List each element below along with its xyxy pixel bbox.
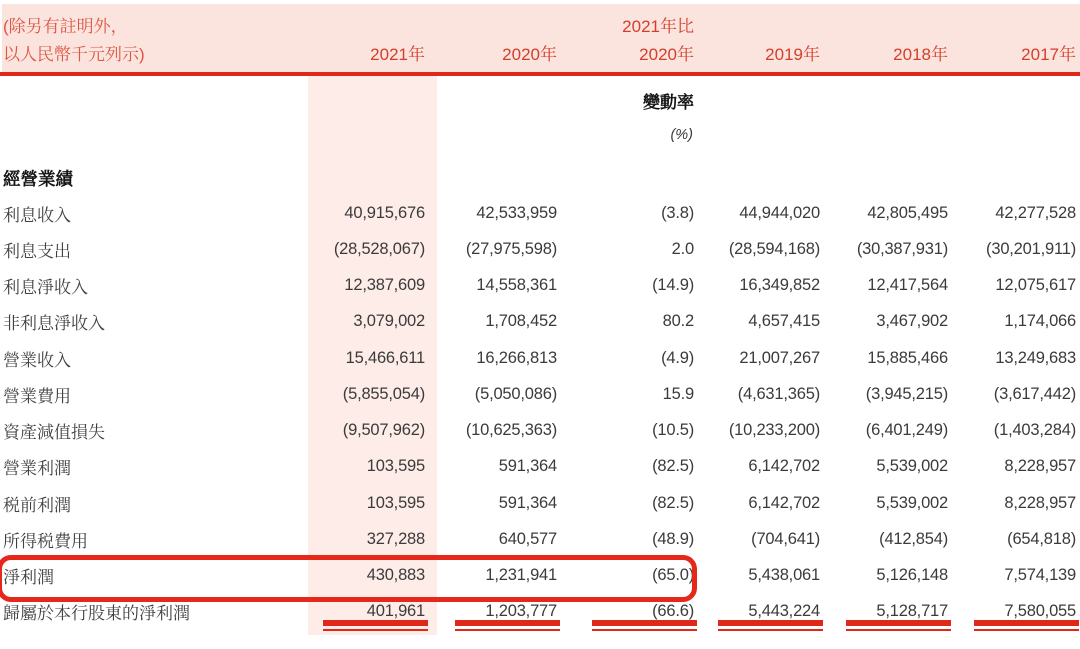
cell-2019: 4,657,415 bbox=[748, 312, 820, 331]
cell-2019: 16,349,852 bbox=[739, 276, 820, 295]
double-underline bbox=[592, 620, 697, 631]
header-line-1 bbox=[0, 12, 1076, 37]
cell-2017: (3,617,442) bbox=[993, 384, 1076, 403]
cell-2021: (28,528,067) bbox=[333, 239, 425, 258]
cell-2020: 640,577 bbox=[498, 529, 557, 548]
cell-2018: 5,539,002 bbox=[876, 457, 948, 476]
section-title-operating-results: 經營業績 bbox=[3, 169, 73, 189]
cell-2019: 5,438,061 bbox=[748, 566, 820, 585]
table-row bbox=[0, 340, 1076, 376]
cell-2018: 15,885,466 bbox=[867, 348, 948, 367]
cell-2017: 8,228,957 bbox=[1004, 493, 1076, 512]
cell-2020: 42,533,959 bbox=[476, 203, 557, 222]
row-label: 利息收入 bbox=[3, 205, 71, 225]
cell-2021: 327,288 bbox=[366, 529, 425, 548]
row-label: 資產減值損失 bbox=[3, 423, 105, 443]
row-label: 利息支出 bbox=[3, 241, 71, 261]
row-label: 歸屬於本行股東的淨利潤 bbox=[3, 604, 190, 624]
cell-change: (82.5) bbox=[652, 493, 694, 512]
cell-2017: (654,818) bbox=[1007, 529, 1076, 548]
table-row bbox=[0, 231, 1076, 267]
cell-2019: (10,233,200) bbox=[728, 421, 820, 440]
table-row bbox=[0, 521, 1076, 557]
unit-note-line2: 以人民幣千元列示) bbox=[3, 45, 145, 64]
cell-2018: 5,539,002 bbox=[876, 493, 948, 512]
cell-2020: (10,625,363) bbox=[465, 421, 557, 440]
table-row bbox=[0, 413, 1076, 449]
cell-change: (10.5) bbox=[652, 421, 694, 440]
cell-change: (48.9) bbox=[652, 529, 694, 548]
unit-note-line1: (除另有註明外， bbox=[3, 17, 128, 36]
cell-2019: (28,594,168) bbox=[728, 239, 820, 258]
change-rate-label: 變動率 bbox=[643, 93, 694, 112]
table-row bbox=[0, 376, 1076, 412]
cell-2019: 5,443,224 bbox=[748, 602, 820, 621]
cell-2019: (704,641) bbox=[751, 529, 820, 548]
cell-2020: 591,364 bbox=[498, 457, 557, 476]
cell-2021: (9,507,962) bbox=[342, 421, 425, 440]
cell-2017: 7,580,055 bbox=[1004, 602, 1076, 621]
row-label: 所得税費用 bbox=[3, 531, 88, 551]
cell-2019: 6,142,702 bbox=[748, 457, 820, 476]
cell-2017: (30,201,911) bbox=[986, 239, 1076, 258]
row-label: 營業費用 bbox=[3, 386, 71, 406]
cell-2017: 42,277,528 bbox=[995, 203, 1076, 222]
cell-change: (3.8) bbox=[661, 203, 694, 222]
table-row bbox=[0, 449, 1076, 485]
header-line-2 bbox=[0, 40, 1076, 65]
cell-change: 2.0 bbox=[671, 239, 694, 258]
cell-2018: 5,128,717 bbox=[876, 602, 948, 621]
table-row bbox=[0, 304, 1076, 340]
cell-2018: (3,945,215) bbox=[865, 384, 948, 403]
cell-2021: 103,595 bbox=[366, 457, 425, 476]
cell-2019: (4,631,365) bbox=[737, 384, 820, 403]
double-underline bbox=[323, 620, 428, 631]
table-row bbox=[0, 485, 1076, 521]
header-rule bbox=[0, 72, 1080, 76]
cell-change: 15.9 bbox=[662, 384, 694, 403]
cell-2017: 1,174,066 bbox=[1004, 312, 1076, 331]
cell-2020: (27,975,598) bbox=[465, 239, 557, 258]
cell-2020: 1,708,452 bbox=[485, 312, 557, 331]
cell-2019: 44,944,020 bbox=[739, 203, 820, 222]
cell-2017: 12,075,617 bbox=[995, 276, 1076, 295]
cell-2018: (412,854) bbox=[879, 529, 948, 548]
table-row bbox=[0, 268, 1076, 304]
cell-2020: 591,364 bbox=[498, 493, 557, 512]
cell-2017: 8,228,957 bbox=[1004, 457, 1076, 476]
cell-2021: 12,387,609 bbox=[344, 276, 425, 295]
cell-2017: 7,574,139 bbox=[1004, 566, 1076, 585]
row-label: 利息淨收入 bbox=[3, 278, 88, 298]
cell-2018: 5,126,148 bbox=[876, 566, 948, 585]
row-label: 營業收入 bbox=[3, 350, 71, 370]
cell-2018: 42,805,495 bbox=[867, 203, 948, 222]
header-change-col-top: 2021年比 bbox=[622, 17, 694, 36]
header-year-2018: 2018年 bbox=[893, 45, 948, 64]
change-rate-unit: (%) bbox=[670, 127, 693, 143]
cell-change: (4.9) bbox=[661, 348, 694, 367]
header-year-2020: 2020年 bbox=[502, 45, 557, 64]
double-underline bbox=[718, 620, 823, 631]
cell-2019: 6,142,702 bbox=[748, 493, 820, 512]
cell-2021: 15,466,611 bbox=[345, 348, 425, 367]
cell-2020: (5,050,086) bbox=[474, 384, 557, 403]
table-body bbox=[0, 195, 1076, 630]
cell-change: (82.5) bbox=[652, 457, 694, 476]
cell-2020: 1,203,777 bbox=[485, 602, 557, 621]
cell-2021: 3,079,002 bbox=[353, 312, 425, 331]
cell-change: (14.9) bbox=[652, 276, 694, 295]
total-double-underlines bbox=[0, 620, 1076, 631]
cell-2018: (30,387,931) bbox=[856, 239, 948, 258]
cell-2018: 3,467,902 bbox=[876, 312, 948, 331]
row-label: 淨利潤 bbox=[3, 568, 54, 588]
cell-2017: (1,403,284) bbox=[993, 421, 1076, 440]
double-underline bbox=[974, 620, 1079, 631]
row-label: 税前利潤 bbox=[3, 495, 71, 515]
cell-2020: 1,231,941 bbox=[485, 566, 557, 585]
table-row bbox=[0, 195, 1076, 231]
cell-2017: 13,249,683 bbox=[995, 348, 1076, 367]
cell-2021: 401,961 bbox=[366, 602, 425, 621]
cell-2021: 430,883 bbox=[366, 566, 425, 585]
cell-2021: (5,855,054) bbox=[342, 384, 425, 403]
header-year-2021: 2021年 bbox=[370, 45, 425, 64]
row-label: 營業利潤 bbox=[3, 459, 71, 479]
cell-2019: 21,007,267 bbox=[739, 348, 820, 367]
header-year-2020-comp: 2020年 bbox=[639, 45, 694, 64]
cell-2021: 40,915,676 bbox=[344, 203, 425, 222]
cell-2020: 16,266,813 bbox=[476, 348, 557, 367]
double-underline bbox=[455, 620, 560, 631]
cell-change: (66.6) bbox=[652, 602, 694, 621]
header-year-2019: 2019年 bbox=[765, 45, 820, 64]
cell-change: (65.0) bbox=[652, 566, 694, 585]
row-label: 非利息淨收入 bbox=[3, 314, 105, 334]
cell-2020: 14,558,361 bbox=[476, 276, 557, 295]
double-underline bbox=[846, 620, 951, 631]
header-year-2017: 2017年 bbox=[1021, 45, 1076, 64]
table-row-net-profit bbox=[0, 558, 1076, 594]
cell-2021: 103,595 bbox=[366, 493, 425, 512]
cell-2018: 12,417,564 bbox=[867, 276, 948, 295]
cell-change: 80.2 bbox=[662, 312, 694, 331]
table-header-band bbox=[2, 4, 1080, 72]
cell-2018: (6,401,249) bbox=[865, 421, 948, 440]
